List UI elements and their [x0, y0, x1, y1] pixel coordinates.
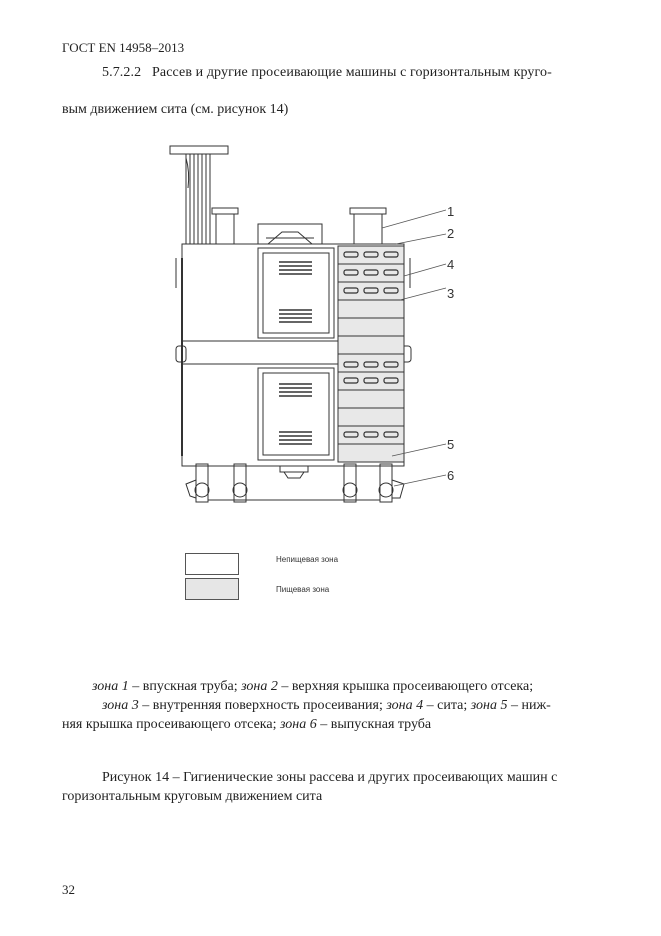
- callout-4: 4: [447, 257, 455, 272]
- callout-6: 6: [447, 468, 455, 483]
- section-title-line2: вым движением сита (см. рисунок 14): [62, 102, 289, 117]
- zone-1-name: зона 1: [92, 679, 129, 694]
- zone-3-text: – внутренняя поверхность просеивания;: [138, 698, 387, 713]
- caption-line1: Рисунок 14 – Гигиенические зоны рассева и других просеивающих машин с: [102, 770, 558, 785]
- figure-caption: [62, 768, 622, 806]
- zone-3-name: зона 3: [102, 698, 139, 713]
- caption-line2: горизонтальным круговым движением сита: [62, 789, 323, 804]
- outlet-pipes: [186, 464, 404, 502]
- zone-2-name: зона 2: [241, 679, 278, 694]
- zones-line2: [62, 696, 610, 715]
- callout-2: 2: [447, 226, 455, 241]
- document-header: ГОСТ EN 14958–2013: [62, 40, 185, 55]
- zone-2-text: – верхняя крышка просеивающего отсека;: [277, 679, 534, 694]
- zone-5-text: – ниж-: [507, 698, 551, 713]
- section-title-line1: Рассев и другие просеивающие машины с горизонтальным круго-: [152, 65, 552, 80]
- zones-line1: [62, 677, 610, 696]
- sifter-drawing: [170, 146, 446, 502]
- zones-description: [62, 677, 610, 734]
- legend-nonfood-label: Непищевая зона: [276, 555, 339, 564]
- figure-callouts: [447, 204, 454, 483]
- zone-1-text: – впускная труба;: [128, 679, 242, 694]
- zones-line3: [62, 715, 610, 734]
- page-number: 32: [62, 882, 75, 897]
- legend-food-label: Пищевая зона: [276, 585, 330, 594]
- legend-nonfood-swatch: [185, 553, 239, 575]
- zone-4-text: – сита;: [423, 698, 471, 713]
- zone-6-text: – выпускная труба: [316, 717, 432, 732]
- zone-6-name: зона 6: [279, 717, 317, 732]
- zone-4-name: зона 4: [386, 698, 424, 713]
- section-number: 5.7.2.2: [102, 65, 142, 80]
- zone-5-continuation: няя крышка просеивающего отсека;: [62, 717, 280, 732]
- section-heading-line1: [102, 65, 552, 81]
- callout-5: 5: [447, 437, 455, 452]
- callout-3: 3: [447, 286, 455, 301]
- inlet-pipe: [354, 214, 382, 244]
- zone-5-name: зона 5: [470, 698, 508, 713]
- callout-1: 1: [447, 204, 455, 219]
- sifter-figure: [160, 138, 480, 518]
- legend-food-swatch: [185, 578, 239, 600]
